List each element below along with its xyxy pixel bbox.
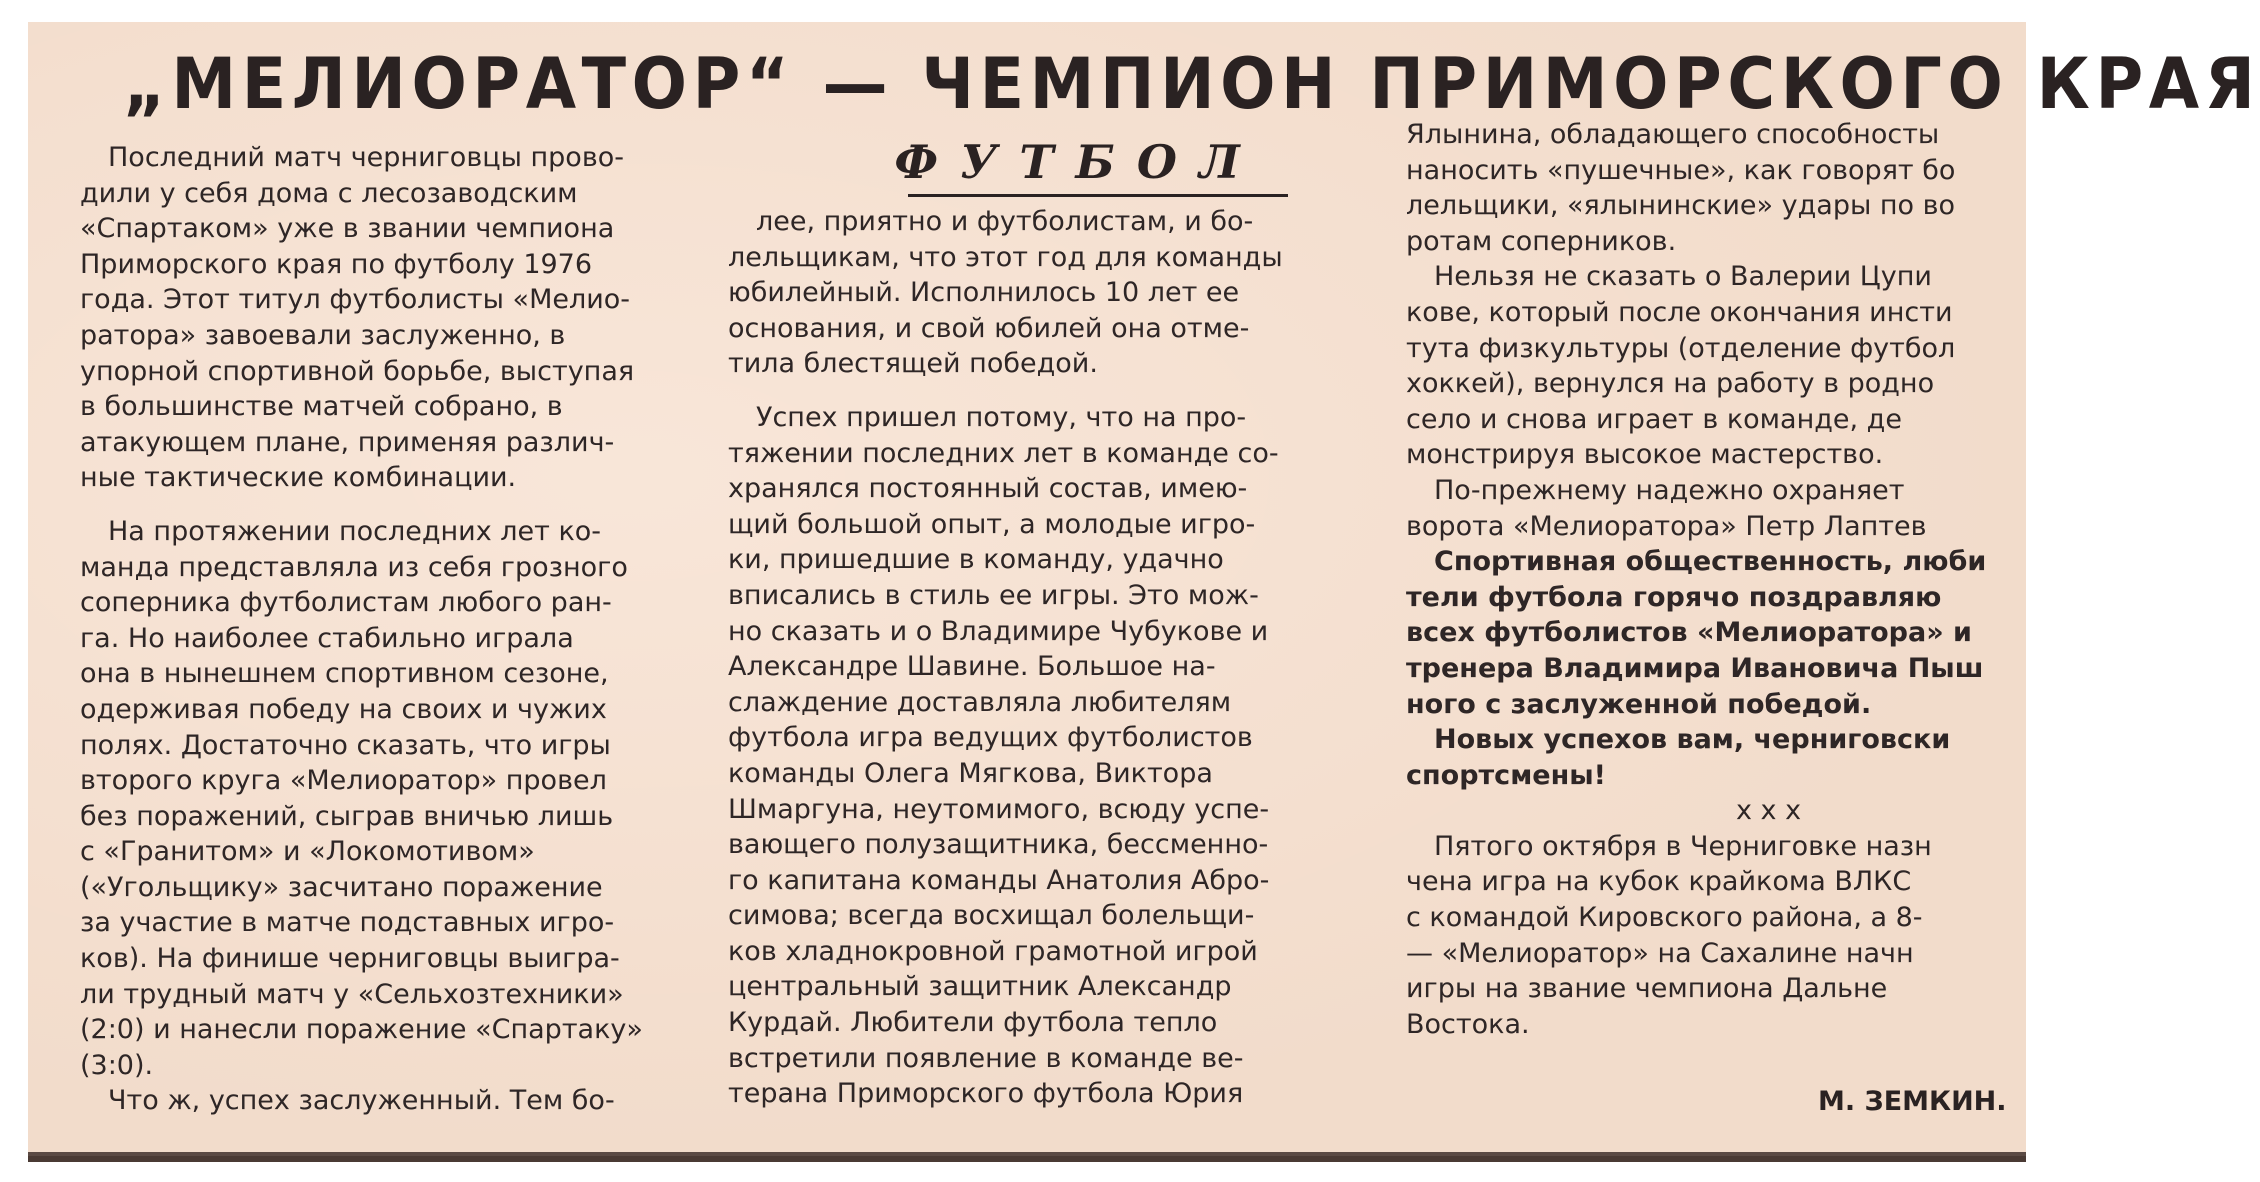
text-line: ные тактические комбинации. xyxy=(80,462,517,494)
text-line: Шмаргуна, неутомимого, всюду успе- xyxy=(728,793,1270,825)
text-line: Ялынина, обладающего способносты xyxy=(1406,119,1940,150)
text-line: хоккей), вернулся на работу в родно xyxy=(1406,368,1935,400)
text-line: соперника футболистам любого ран- xyxy=(80,587,612,619)
text-line: (2:0) и нанесли поражение «Спартаку» xyxy=(80,1014,643,1046)
newspaper-clipping xyxy=(28,22,2260,1162)
text-line: Новых успехов вам, черниговски xyxy=(1434,724,1951,756)
text-line: Успех пришел потому, что на про- xyxy=(756,401,1247,433)
text-line: «Спартаком» уже в звании чемпиона xyxy=(80,213,615,245)
text-line: основания, и свой юбилей она отме- xyxy=(728,312,1250,344)
text-line: с командой Кировского района, а 8- xyxy=(1406,902,1923,934)
text-line: ки, пришедшие в команду, удачно xyxy=(728,544,1224,576)
text-line: (3:0). xyxy=(80,1049,154,1081)
text-line: тели футбола горячо поздравляю xyxy=(1406,581,1942,613)
article-column-2 xyxy=(728,204,1408,1112)
text-line: — «Мелиоратор» на Сахалине начн xyxy=(1406,937,1914,969)
text-line: атакующем плане, применяя различ- xyxy=(80,426,615,458)
text-line: ратора» завоевали заслуженно, в xyxy=(80,319,566,351)
text-line: она в нынешнем спортивном сезоне, xyxy=(80,658,609,690)
text-line: манда представляла из себя грозного xyxy=(80,551,628,583)
text-line: ли трудный матч у «Сельхозтехники» xyxy=(80,978,624,1010)
text-line: всех футболистов «Мелиоратора» и xyxy=(1406,617,1972,649)
text-line: ков). На финише черниговцы выигра- xyxy=(80,943,620,975)
text-line: футбола игра ведущих футболистов xyxy=(728,722,1253,754)
text-line: центральный защитник Александр xyxy=(728,971,1232,1003)
text-line: ворота «Мелиоратора» Петр Лаптев xyxy=(1406,510,1927,542)
text-line: га. Но наиболее стабильно играла xyxy=(80,622,574,654)
paragraph-gap xyxy=(728,382,1408,400)
text-line: Востока. xyxy=(1406,1008,1530,1040)
text-line: команды Олега Мягкова, Виктора xyxy=(728,757,1213,789)
text-line: Что ж, успех заслуженный. Тем бо- xyxy=(108,1085,615,1117)
text-line: Нельзя не сказать о Валерии Цупи xyxy=(1434,261,1932,293)
text-line: года. Этот титул футболисты «Мелио- xyxy=(80,284,631,316)
paragraph-gap xyxy=(80,496,730,514)
text-line: но сказать и о Владимире Чубукове и xyxy=(728,615,1269,647)
rubric-underline xyxy=(908,194,1288,197)
text-line: ного с заслуженной победой. xyxy=(1406,688,1872,720)
text-line: Последний матч черниговцы прово- xyxy=(108,142,624,173)
text-line: без поражений, сыграв вничью лишь xyxy=(80,800,614,832)
text-line: вающего полузащитника, бессменно- xyxy=(728,829,1269,861)
bottom-border xyxy=(28,1152,2026,1156)
text-line: лельщики, «ялынинские» удары по во xyxy=(1406,190,1956,222)
article-headline: „МЕЛИОРАТОР“ — ЧЕМПИОН ПРИМОРСКОГО КРАЯ xyxy=(123,43,2260,125)
text-line: чена игра на кубок крайкома ВЛКС xyxy=(1406,866,1912,898)
text-line: симова; всегда восхищал болельщи- xyxy=(728,900,1255,932)
text-line: тута физкультуры (отделение футбол xyxy=(1406,332,1956,364)
text-line: встретили появление в команде ве- xyxy=(728,1042,1244,1074)
text-line: второго круга «Мелиоратор» провел xyxy=(80,765,607,797)
text-line: одерживая победу на своих и чужих xyxy=(80,693,607,725)
text-line: ков хладнокровной грамотной игрой xyxy=(728,935,1258,967)
text-line: го капитана команды Анатолия Абро- xyxy=(728,864,1270,896)
text-line: спортсмены! xyxy=(1406,759,1606,791)
text-line: лее, приятно и футболистам, и бо- xyxy=(756,206,1254,237)
text-line: ротам соперников. xyxy=(1406,225,1677,257)
text-line: кове, который после окончания инсти xyxy=(1406,296,1953,328)
text-line: Курдай. Любители футбола тепло xyxy=(728,1007,1218,1039)
text-line: Приморского края по футболу 1976 xyxy=(80,248,593,280)
text-line: игры на звание чемпиона Дальне xyxy=(1406,973,1888,1005)
article-column-3 xyxy=(1406,117,2046,1042)
text-line: Александре Шавине. Большое на- xyxy=(728,651,1216,683)
text-line: хранялся постоянный состав, имею- xyxy=(728,473,1248,505)
text-line: упорной спортивной борьбе, выступая xyxy=(80,355,635,387)
text-line: с «Гранитом» и «Локомотивом» xyxy=(80,836,535,868)
author-signature: М. ЗЕМКИН. xyxy=(1818,1086,2007,1117)
text-line: тила блестящей победой. xyxy=(728,348,1098,380)
text-line: полях. Достаточно сказать, что игры xyxy=(80,729,611,761)
text-line: вписались в стиль ее игры. Это мож- xyxy=(728,579,1259,611)
text-line: монстрируя высокое мастерство. xyxy=(1406,439,1884,471)
text-line: На протяжении последних лет ко- xyxy=(108,515,602,547)
text-line: тренера Владимира Ивановича Пыш xyxy=(1406,652,1984,684)
text-line: лельщикам, что этот год для команды xyxy=(728,241,1283,273)
section-separator: x x x xyxy=(1736,795,1802,827)
text-line: наносить «пушечные», как говорят бо xyxy=(1406,154,1956,186)
text-line: в большинстве матчей собрано, в xyxy=(80,391,563,423)
text-line: терана Приморского футбола Юрия xyxy=(728,1078,1244,1110)
article-column-1 xyxy=(80,140,730,1119)
text-line: дили у себя дома с лесозаводским xyxy=(80,177,578,209)
text-line: юбилейный. Исполнилось 10 лет ее xyxy=(728,277,1240,309)
text-line: Пятого октября в Черниговке назн xyxy=(1434,830,1932,862)
section-rubric: ФУТБОЛ xyxy=(894,135,1262,189)
text-line: Спортивная общественность, люби xyxy=(1434,546,1987,578)
text-line: («Угольщику» засчитано поражение xyxy=(80,871,603,903)
text-line: за участие в матче подставных игро- xyxy=(80,907,615,939)
text-line: По-прежнему надежно охраняет xyxy=(1434,474,1905,506)
text-line: село и снова играет в команде, де xyxy=(1406,403,1902,435)
text-line: тяжении последних лет в команде со- xyxy=(728,437,1279,469)
text-line: слаждение доставляла любителям xyxy=(728,686,1232,718)
text-line: щий большой опыт, а молодые игро- xyxy=(728,508,1256,540)
